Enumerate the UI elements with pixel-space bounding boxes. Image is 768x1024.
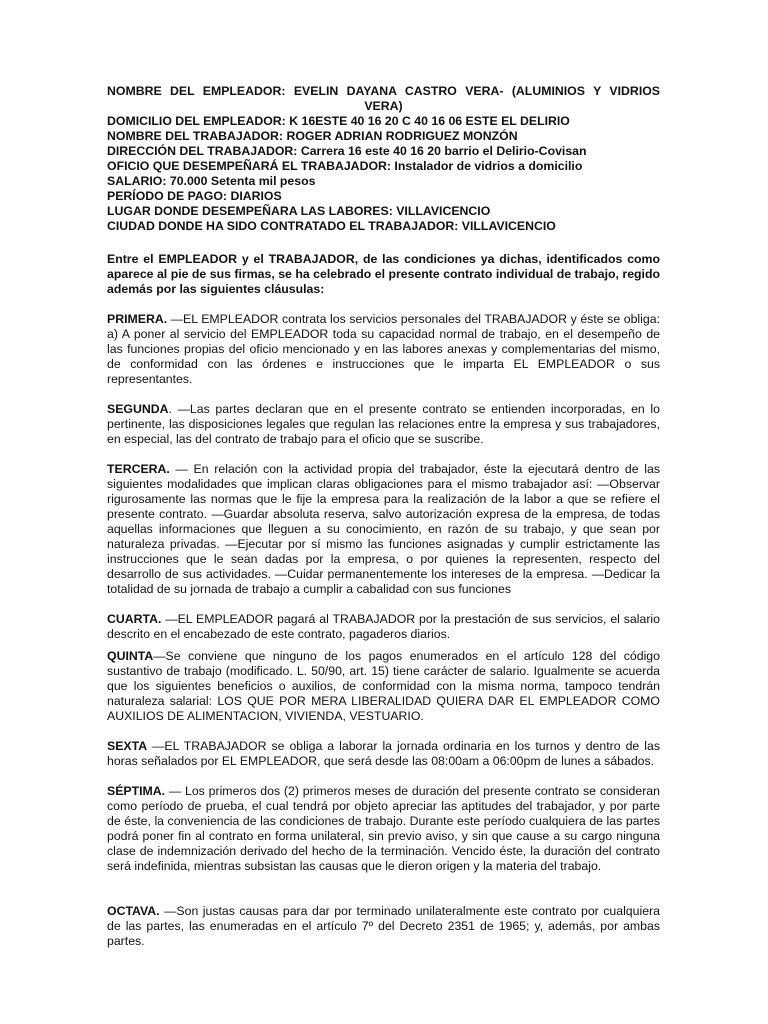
worker-name-line	[107, 129, 660, 144]
salary-value: 70.000 Setenta mil pesos	[169, 174, 316, 188]
employer-address-line	[107, 114, 660, 129]
job-label: OFICIO QUE DESEMPEÑARÁ EL TRABAJADOR:	[107, 159, 391, 173]
clause-text: —EL EMPLEADOR pagará al TRABAJADOR por la prestación de sus servicios, el salario descrito en el encabezado de este contrato, pagaderos diarios.	[107, 612, 660, 641]
clause-sexta	[107, 739, 660, 769]
clause-tercera	[107, 462, 660, 597]
employer-name-label: NOMBRE DEL EMPLEADOR:	[107, 84, 286, 98]
job-value: Instalador de vidrios a domicilio	[394, 159, 583, 173]
salary-label: SALARIO:	[107, 174, 167, 188]
employer-name-line	[107, 84, 660, 99]
salary-line	[107, 174, 660, 189]
clause-text: . —Las partes declaran que en el presente contrato se entienden incorporadas, en lo pertinente, las disposiciones legales que regulan las relaciones entre la empresa y sus trabajadores, en especial, las del contrato de trabajo para el oficio que se suscribe.	[107, 402, 660, 446]
clause-label: CUARTA.	[107, 612, 162, 626]
contract-document	[107, 84, 660, 949]
clause-octava	[107, 904, 660, 949]
employer-address-value: K 16ESTE 40 16 20 C 40 16 06 ESTE EL DELIRIO	[289, 114, 570, 128]
hire-city-line	[107, 219, 660, 234]
clause-segunda	[107, 402, 660, 447]
work-place-line	[107, 204, 660, 219]
pay-period-value: DIARIOS	[230, 189, 282, 203]
worker-address-label: DIRECCIÓN DEL TRABAJADOR:	[107, 144, 298, 158]
pay-period-label: PERÍODO DE PAGO:	[107, 189, 228, 203]
worker-address-value: Carrera 16 este 40 16 20 barrio el Delirio-Covisan	[300, 144, 587, 158]
worker-name-label: NOMBRE DEL TRABAJADOR:	[107, 129, 284, 143]
work-place-label: LUGAR DONDE DESEMPEÑARA LAS LABORES:	[107, 204, 393, 218]
clause-septima	[107, 784, 660, 874]
employer-name-value-cont: VERA)	[364, 99, 403, 113]
employer-address-label: DOMICILIO DEL EMPLEADOR:	[107, 114, 286, 128]
work-place-value: VILLAVICENCIO	[396, 204, 491, 218]
clause-cuarta	[107, 612, 660, 642]
clause-label: SEXTA	[107, 739, 148, 753]
clause-text: —EL EMPLEADOR contrata los servicios personales del TRABAJADOR y éste se obliga: a) A poner al servicio del EMPLEADOR toda su capacidad normal de trabajo, en el desempeño de las funciones propias del oficio mencionado y en las labores anexas y complementarias del mismo, de conformidad con las órdenes e instrucciones que le imparta EL EMPLEADOR o sus representantes.	[107, 312, 660, 386]
intro-paragraph: Entre el EMPLEADOR y el TRABAJADOR, de las condiciones ya dichas, identificados como aparece al pie de sus firmas, se ha celebrado el presente contrato individual de trabajo, regido además por las siguientes cláusulas:	[107, 252, 660, 296]
clause-label: PRIMERA.	[107, 312, 168, 326]
clause-text: — Los primeros dos (2) primeros meses de duración del presente contrato se consideran como período de prueba, el cual tendrá por objeto apreciar las aptitudes del trabajador, y por parte de éste, la conveniencia de las condiciones de trabajo. Durante este período cualquiera de las partes podrá poner fin al contrato en forma unilateral, sin previo aviso, y sin que cause a su cargo ninguna clase de indemnización derivado del hecho de la terminación. Vencido éste, la duración del contrato será indefinida, mientras subsistan las causas que le dieron origen y la materia del trabajo.	[107, 784, 660, 873]
clause-label: QUINTA	[107, 649, 154, 663]
job-line	[107, 159, 660, 174]
clause-label: SÉPTIMA.	[107, 784, 166, 798]
clause-label: TERCERA.	[107, 462, 170, 476]
employer-name-value: EVELIN DAYANA CASTRO VERA- (ALUMINIOS Y VIDRIOS	[293, 84, 660, 98]
clause-quinta	[107, 649, 660, 724]
hire-city-value: VILLAVICENCIO	[461, 219, 556, 233]
clause-label: SEGUNDA	[107, 402, 169, 416]
employer-name-continuation	[107, 99, 660, 114]
clause-text: —EL TRABAJADOR se obliga a laborar la jornada ordinaria en los turnos y dentro de las horas señalados por EL EMPLEADOR, que será desde las 08:00am a 06:00pm de lunes a sábados.	[107, 739, 660, 768]
worker-address-line	[107, 144, 660, 159]
hire-city-label: CIUDAD DONDE HA SIDO CONTRATADO EL TRABAJADOR:	[107, 219, 459, 233]
clause-primera	[107, 312, 660, 387]
clause-text: —Se conviene que ninguno de los pagos enumerados en el artículo 128 del código sustantivo de trabajo (modificado. L. 50/90, art. 15) tiene carácter de salario. Igualmente se acuerda que los siguientes beneficios o auxilios, de conformidad con la misma norma, tampoco tendrán naturaleza salarial: LOS QUE POR MERA LIBERALIDAD QUIERA DAR EL EMPLEADOR COMO AUXILIOS DE ALIMENTACION, VIVIENDA, VESTUARIO.	[107, 649, 660, 723]
worker-name-value: ROGER ADRIAN RODRIGUEZ MONZÓN	[286, 129, 518, 143]
clause-text: —Son justas causas para dar por terminado unilateralmente este contrato por cualquiera de las partes, las enumeradas en el artículo 7º del Decreto 2351 de 1965; y, además, por ambas partes.	[107, 904, 660, 948]
pay-period-line	[107, 189, 660, 204]
clause-label: OCTAVA.	[107, 904, 160, 918]
clause-text: — En relación con la actividad propia del trabajador, éste la ejecutará dentro de las siguientes modalidades que implican claras obligaciones para el mismo trabajador así: —Observar rigurosamente las normas que le fije la empresa para la realización de la labor a que se refiere el presente contrato. —Guardar absoluta reserva, salvo autorización expresa de la empresa, de todas aquellas informaciones que lleguen a su conocimiento, en razón de su trabajo, y que sean por naturaleza privadas. —Ejecutar por sí mismo las funciones asignadas y cumplir estrictamente las instrucciones que le sean dadas por la empresa, o por quienes la representen, respecto del desarrollo de sus actividades. —Cuidar permanentemente los intereses de la empresa. —Dedicar la totalidad de su jornada de trabajo a cumplir a cabalidad con sus funciones	[107, 462, 660, 596]
